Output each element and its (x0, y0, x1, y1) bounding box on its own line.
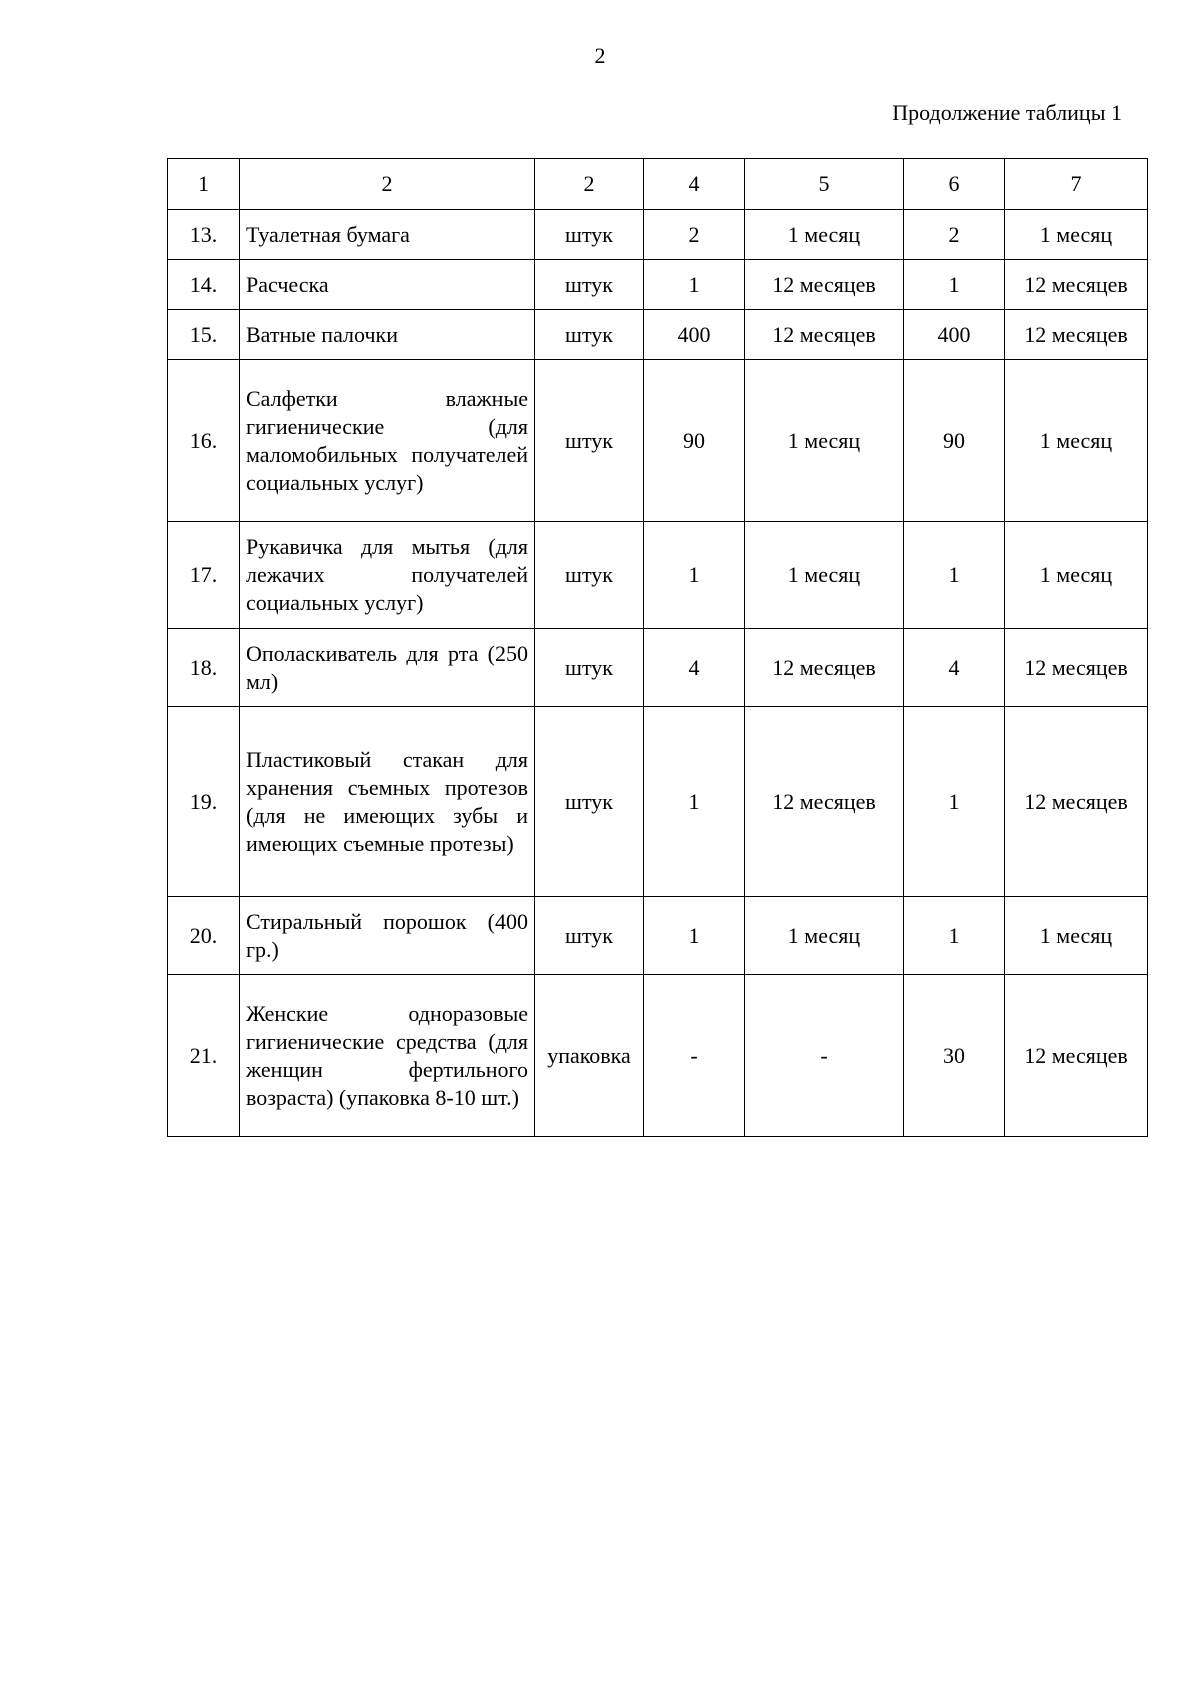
unit-cell: упаковка (535, 975, 644, 1137)
quantity-cell: 4 (904, 629, 1005, 707)
unit-cell: штук (535, 210, 644, 260)
period-cell: 1 месяц (745, 897, 904, 975)
row-number: 17. (168, 522, 240, 629)
quantity-cell: 2 (904, 210, 1005, 260)
period-cell: 1 месяц (745, 210, 904, 260)
supplies-table (167, 158, 1148, 1137)
quantity-cell: 400 (644, 310, 745, 360)
header-cell: 1 (168, 159, 240, 210)
row-number: 15. (168, 310, 240, 360)
unit-cell: штук (535, 260, 644, 310)
header-cell: 7 (1005, 159, 1148, 210)
unit-cell: штук (535, 629, 644, 707)
row-number: 13. (168, 210, 240, 260)
period-cell: 12 месяцев (745, 260, 904, 310)
quantity-cell: - (644, 975, 745, 1137)
table-row (168, 975, 1148, 1137)
item-name: Стиральный порошок (400 гр.) (240, 897, 535, 975)
quantity-cell: 2 (644, 210, 745, 260)
quantity-cell: 1 (904, 522, 1005, 629)
period-cell: 12 месяцев (1005, 310, 1148, 360)
period-cell: 12 месяцев (1005, 629, 1148, 707)
period-cell: 12 месяцев (745, 310, 904, 360)
table-row (168, 707, 1148, 897)
item-name: Ополаскиватель для рта (250 мл) (240, 629, 535, 707)
quantity-cell: 30 (904, 975, 1005, 1137)
table-row (168, 210, 1148, 260)
quantity-cell: 1 (904, 260, 1005, 310)
table-row (168, 897, 1148, 975)
quantity-cell: 1 (644, 522, 745, 629)
page-number: 2 (594, 43, 606, 68)
quantity-cell: 4 (644, 629, 745, 707)
period-cell: - (745, 975, 904, 1137)
row-number: 16. (168, 360, 240, 522)
quantity-cell: 1 (904, 707, 1005, 897)
period-cell: 12 месяцев (1005, 707, 1148, 897)
period-cell: 1 месяц (1005, 210, 1148, 260)
table-row (168, 629, 1148, 707)
row-number: 20. (168, 897, 240, 975)
quantity-cell: 1 (644, 260, 745, 310)
header-cell: 6 (904, 159, 1005, 210)
unit-cell: штук (535, 707, 644, 897)
period-cell: 1 месяц (1005, 522, 1148, 629)
quantity-cell: 400 (904, 310, 1005, 360)
period-cell: 1 месяц (745, 360, 904, 522)
table-row (168, 360, 1148, 522)
unit-cell: штук (535, 522, 644, 629)
item-name: Женские одноразовые гигиенические средства (для женщин фертильного возраста) (упаковка 8-10 шт.) (240, 975, 535, 1137)
unit-cell: штук (535, 360, 644, 522)
header-cell: 2 (535, 159, 644, 210)
table-row (168, 522, 1148, 629)
row-number: 18. (168, 629, 240, 707)
row-number: 19. (168, 707, 240, 897)
row-number: 14. (168, 260, 240, 310)
quantity-cell: 1 (644, 707, 745, 897)
quantity-cell: 1 (904, 897, 1005, 975)
quantity-cell: 1 (644, 897, 745, 975)
item-name: Туалетная бумага (240, 210, 535, 260)
unit-cell: штук (535, 897, 644, 975)
unit-cell: штук (535, 310, 644, 360)
header-cell: 5 (745, 159, 904, 210)
period-cell: 12 месяцев (745, 707, 904, 897)
period-cell: 1 месяц (1005, 897, 1148, 975)
header-cell: 4 (644, 159, 745, 210)
quantity-cell: 90 (904, 360, 1005, 522)
period-cell: 1 месяц (1005, 360, 1148, 522)
period-cell: 12 месяцев (1005, 260, 1148, 310)
period-cell: 12 месяцев (1005, 975, 1148, 1137)
table-row (168, 310, 1148, 360)
period-cell: 1 месяц (745, 522, 904, 629)
table-header-row (168, 159, 1148, 210)
item-name: Расческа (240, 260, 535, 310)
header-cell: 2 (240, 159, 535, 210)
quantity-cell: 90 (644, 360, 745, 522)
table-continuation-label: Продолжение таблицы 1 (892, 100, 1122, 125)
item-name: Рукавичка для мытья (для лежачих получателей социальных услуг) (240, 522, 535, 629)
period-cell: 12 месяцев (745, 629, 904, 707)
table-row (168, 260, 1148, 310)
item-name: Салфетки влажные гигиенические (для маломобильных получателей социальных услуг) (240, 360, 535, 522)
row-number: 21. (168, 975, 240, 1137)
item-name: Ватные палочки (240, 310, 535, 360)
item-name: Пластиковый стакан для хранения съемных протезов (для не имеющих зубы и имеющих съемные протезы) (240, 707, 535, 897)
